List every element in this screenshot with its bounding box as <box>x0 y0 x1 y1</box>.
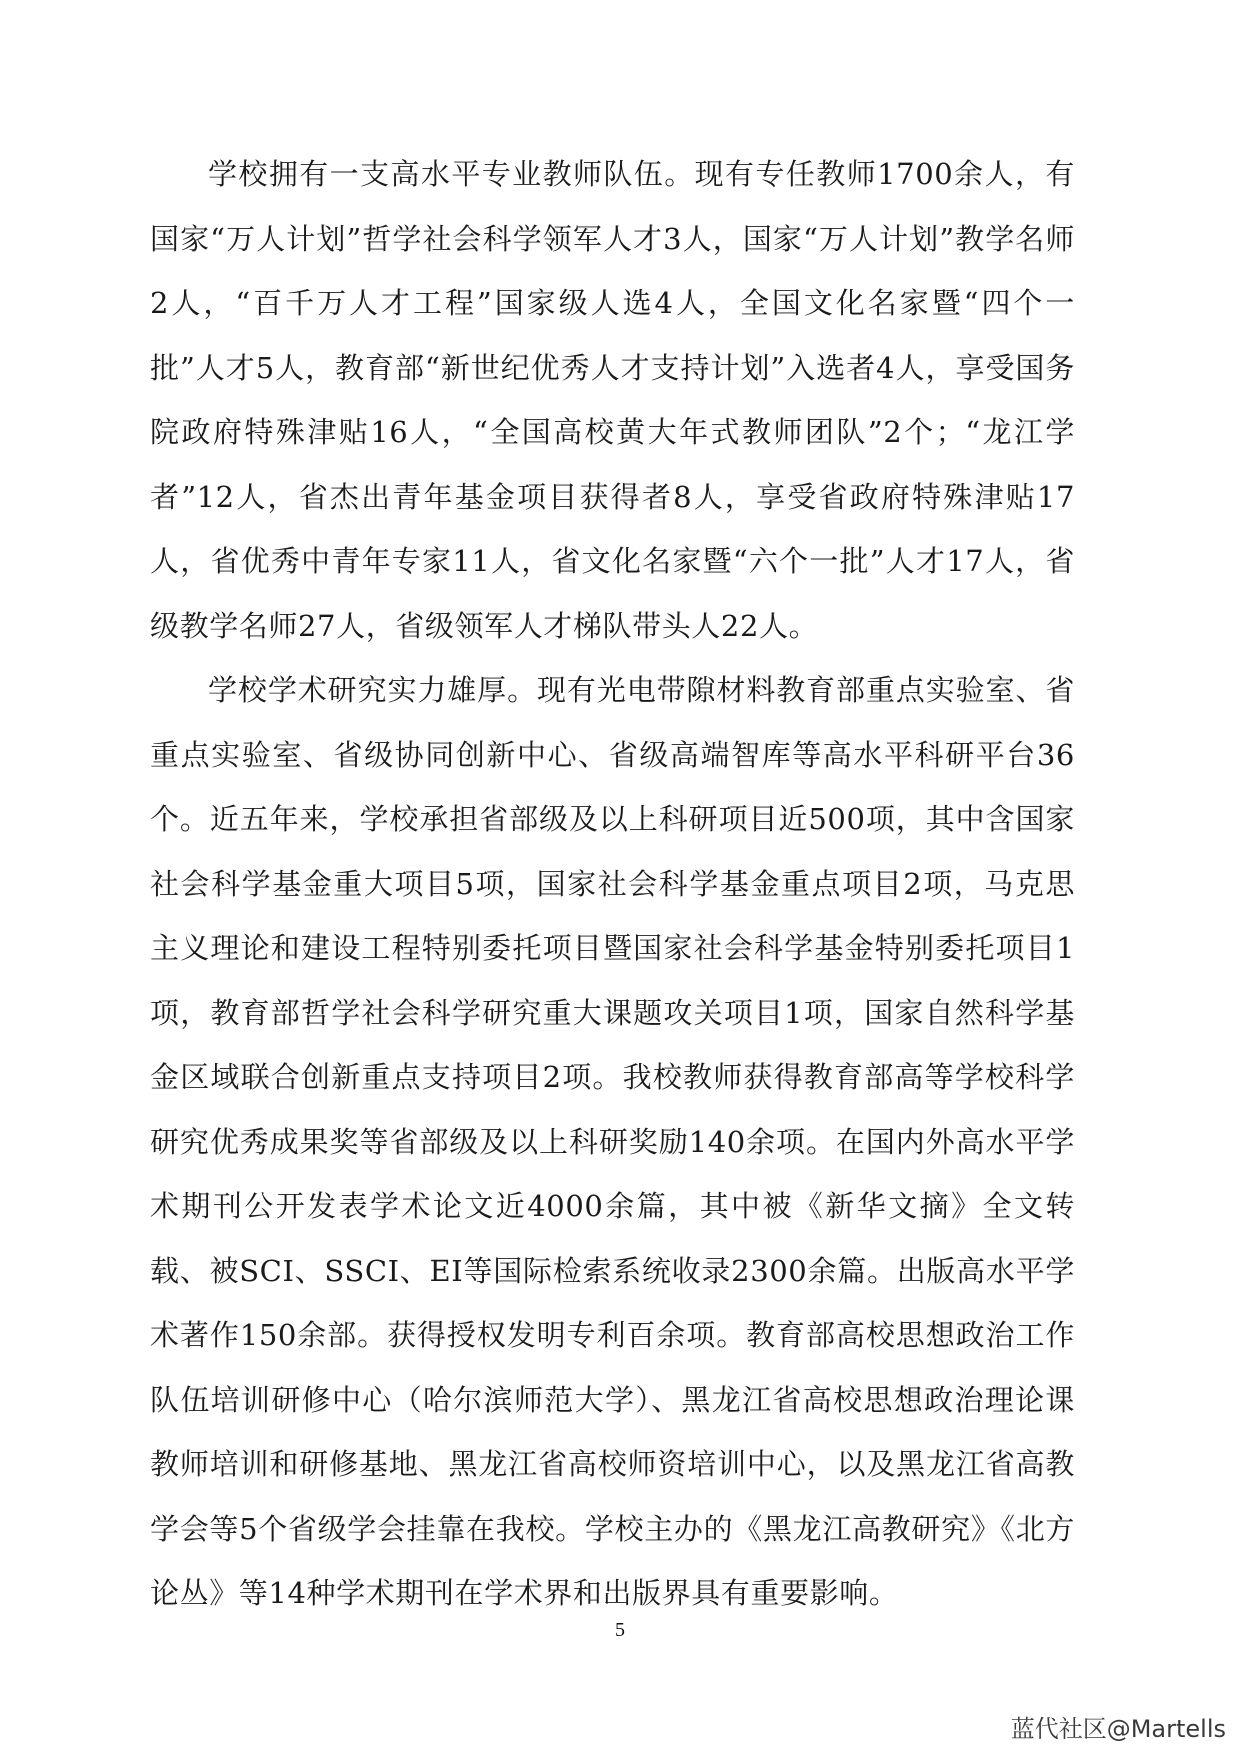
page-number: 5 <box>615 1619 625 1641</box>
watermark-text: 蓝代社区@Martells <box>1010 1715 1226 1743</box>
document-body <box>150 142 1075 1626</box>
paragraph-faculty: 学校拥有一支高水平专业教师队伍。现有专任教师1700余人，有国家“万人计划”哲学社会科学领军人才3人，国家“万人计划”教学名师2人，“百千万人才工程”国家级人选4人，全国文化名家暨“四个一批”人才5人，教育部“新世纪优秀人才支持计划”入选者4人，享受国务院政府特殊津贴16人，“全国高校黄大年式教师团队”2个；“龙江学者”12人，省杰出青年基金项目获得者8人，享受省政府特殊津贴17人，省优秀中青年专家11人，省文化名家暨“六个一批”人才17人，省级教学名师27人，省级领军人才梯队带头人22人。 <box>150 157 1075 643</box>
paragraph-research: 学校学术研究实力雄厚。现有光电带隙材料教育部重点实验室、省重点实验室、省级协同创新中心、省级高端智库等高水平科研平台36个。近五年来，学校承担省部级及以上科研项目近500项，其中含国家社会科学基金重大项目5项，国家社会科学基金重点项目2项，马克思主义理论和建设工程特别委托项目暨国家社会科学基金特别委托项目1项，教育部哲学社会科学研究重大课题攻关项目1项，国家自然科学基金区域联合创新重点支持项目2项。我校教师获得教育部高等学校科学研究优秀成果奖等省部级及以上科研奖励140余项。在国内外高水平学术期刊公开发表学术论文近4000余篇，其中被《新华文摘》全文转载、被SCI、SSCI、EI等国际检索系统收录2300余篇。出版高水平学术著作150余部。获得授权发明专利百余项。教育部高校思想政治工作队伍培训研修中心（哈尔滨师范大学）、黑龙江省高校思想政治理论课教师培训和研修基地、黑龙江省高校师资培训中心，以及黑龙江省高教学会等5个省级学会挂靠在我校。学校主办的《黑龙江高教研究》《北方论丛》等14种学术期刊在学术界和出版界具有重要影响。 <box>150 673 1075 1610</box>
